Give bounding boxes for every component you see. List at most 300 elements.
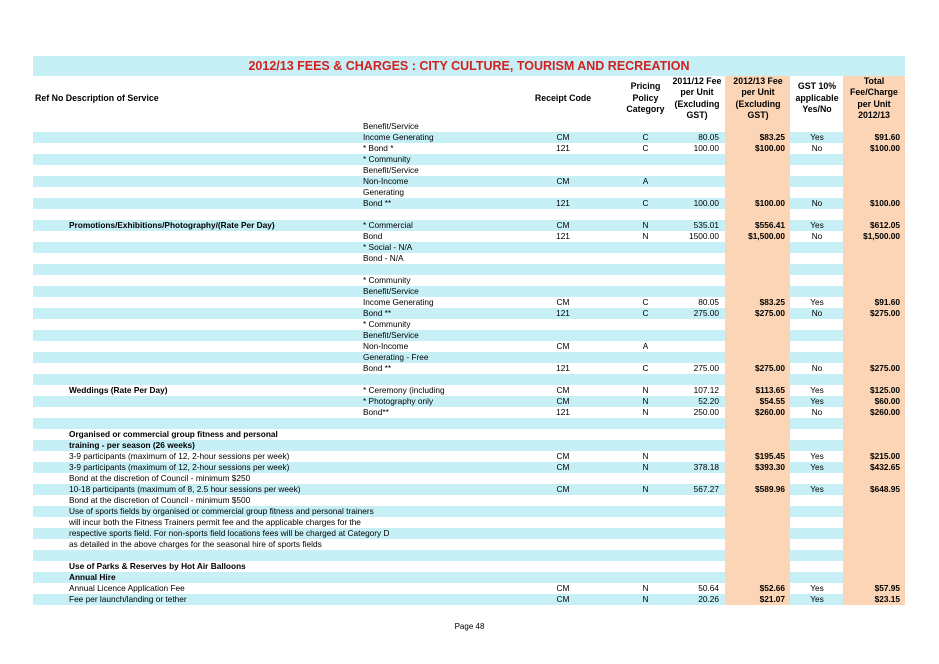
row-total — [844, 154, 900, 165]
row-receipt-code — [528, 517, 598, 528]
row-pricing-category: N — [642, 220, 649, 230]
row-description: Bond at the discretion of Council - minimum $250 — [69, 473, 251, 483]
row-total: $260.00 — [870, 407, 900, 417]
row-receipt-code — [528, 154, 598, 165]
table-row — [33, 506, 905, 517]
row-gst — [791, 209, 843, 220]
row-receipt-code: CM — [556, 396, 570, 406]
row-subitem: Non-Income — [363, 341, 409, 351]
row-gst: No — [811, 231, 823, 241]
row-subitem: * Bond * — [363, 143, 394, 153]
row-description: 3-9 participants (maximum of 12, 2-hour sessions per week) — [69, 462, 290, 472]
row-gst: No — [811, 143, 823, 153]
row-receipt-code: CM — [556, 341, 570, 351]
row-pricing-category — [623, 539, 668, 550]
row-gst — [791, 440, 843, 451]
table-row — [33, 187, 905, 198]
row-receipt-code — [528, 253, 598, 264]
row-fee-2011: 80.05 — [698, 297, 719, 307]
row-pricing-category — [623, 506, 668, 517]
row-fee-2012 — [727, 330, 785, 341]
row-description: Bond at the discretion of Council - minimum $500 — [69, 495, 251, 505]
row-description: 10-18 participants (maximum of 8, 2.5 hour sessions per week) — [69, 484, 301, 494]
row-total — [844, 506, 900, 517]
row-subitem: Income Generating — [363, 132, 434, 142]
row-fee-2011: 100.00 — [693, 143, 719, 153]
row-fee-2012 — [727, 154, 785, 165]
row-receipt-code: CM — [556, 176, 570, 186]
row-total: $125.00 — [870, 385, 900, 395]
row-receipt-code — [528, 187, 598, 198]
row-fee-2012: $393.30 — [755, 462, 785, 472]
row-fee-2012 — [727, 121, 785, 132]
row-fee-2012 — [727, 506, 785, 517]
row-subitem: Bond** — [363, 407, 389, 417]
row-fee-2011: 1500.00 — [689, 231, 719, 241]
row-total — [844, 253, 900, 264]
row-gst — [791, 165, 843, 176]
row-subitem: Benefit/Service — [363, 121, 419, 131]
row-fee-2012 — [727, 495, 785, 506]
row-total: $1,500.00 — [863, 231, 900, 241]
row-total — [844, 440, 900, 451]
row-gst: Yes — [810, 583, 824, 593]
row-fee-2011 — [669, 473, 719, 484]
table-row — [33, 528, 905, 539]
header-total: Total Fee/Charge per Unit 2012/13 — [850, 75, 898, 120]
row-fee-2011: 80.05 — [698, 132, 719, 142]
row-description: Annual Licence Application Fee — [69, 583, 185, 593]
row-fee-2012 — [727, 286, 785, 297]
row-description: will incur both the Fitness Trainers permit fee and the applicable charges for the — [69, 517, 361, 527]
row-fee-2012 — [727, 517, 785, 528]
table-row — [33, 275, 905, 286]
row-gst: No — [811, 363, 823, 373]
row-fee-2012 — [727, 253, 785, 264]
row-fee-2012: $275.00 — [755, 308, 785, 318]
table-row — [33, 550, 905, 561]
row-fee-2012 — [727, 561, 785, 572]
table-row — [33, 143, 905, 154]
row-fee-2011 — [669, 253, 719, 264]
row-gst: No — [811, 407, 823, 417]
row-fee-2011 — [669, 187, 719, 198]
row-pricing-category — [623, 286, 668, 297]
row-gst — [791, 330, 843, 341]
row-pricing-category: C — [642, 363, 649, 373]
row-pricing-category — [623, 154, 668, 165]
row-receipt-code — [528, 539, 598, 550]
row-gst — [791, 473, 843, 484]
row-total — [844, 319, 900, 330]
row-receipt-code — [528, 495, 598, 506]
row-receipt-code: CM — [556, 484, 570, 494]
row-pricing-category: N — [642, 407, 649, 417]
row-pricing-category: A — [642, 176, 649, 186]
row-fee-2011 — [669, 550, 719, 561]
row-fee-2012 — [727, 275, 785, 286]
row-receipt-code: 121 — [556, 198, 570, 208]
row-fee-2011 — [669, 451, 719, 462]
row-fee-2012 — [727, 550, 785, 561]
row-gst — [791, 495, 843, 506]
table-row — [33, 341, 905, 352]
row-gst — [791, 528, 843, 539]
row-total: $612.05 — [870, 220, 900, 230]
row-fee-2012 — [727, 440, 785, 451]
table-row — [33, 264, 905, 275]
row-fee-2012: $589.96 — [755, 484, 785, 494]
row-pricing-category: N — [642, 462, 649, 472]
row-total — [844, 209, 900, 220]
row-fee-2012: $54.55 — [759, 396, 785, 406]
header-gst: GST 10% applicable Yes/No — [795, 81, 839, 115]
row-subitem: * Ceremony (including — [363, 385, 445, 395]
row-receipt-code — [528, 561, 598, 572]
row-fee-2011 — [669, 528, 719, 539]
row-pricing-category — [623, 440, 668, 451]
row-total: $432.65 — [870, 462, 900, 472]
header-pricing-category: Pricing Policy Category — [626, 81, 665, 115]
table-row — [33, 407, 905, 418]
row-fee-2012: $260.00 — [755, 407, 785, 417]
row-fee-2011 — [669, 275, 719, 286]
row-total — [844, 539, 900, 550]
row-total — [844, 550, 900, 561]
row-fee-2011 — [669, 506, 719, 517]
row-total — [844, 418, 900, 429]
table-row — [33, 154, 905, 165]
row-fee-2011 — [669, 429, 719, 440]
row-total — [844, 495, 900, 506]
row-gst: Yes — [810, 484, 824, 494]
row-total — [844, 473, 900, 484]
row-total — [844, 341, 900, 352]
row-fee-2012 — [727, 176, 785, 187]
table-row — [33, 132, 905, 143]
row-fee-2011 — [669, 418, 719, 429]
row-total: $275.00 — [870, 363, 900, 373]
row-pricing-category — [623, 319, 668, 330]
row-receipt-code — [528, 242, 598, 253]
row-total — [844, 121, 900, 132]
row-pricing-category: N — [642, 385, 649, 395]
row-subitem: * Community — [363, 275, 411, 285]
row-gst — [791, 286, 843, 297]
table-row — [33, 594, 905, 605]
row-receipt-code — [528, 209, 598, 220]
table-row — [33, 517, 905, 528]
row-fee-2011 — [669, 154, 719, 165]
row-total — [844, 517, 900, 528]
row-receipt-code — [528, 330, 598, 341]
row-receipt-code — [528, 352, 598, 363]
row-pricing-category: N — [642, 594, 649, 604]
row-pricing-category: N — [642, 396, 649, 406]
row-fee-2012: $83.25 — [759, 297, 785, 307]
row-fee-2011: 275.00 — [693, 363, 719, 373]
row-gst — [791, 429, 843, 440]
row-receipt-code: CM — [556, 462, 570, 472]
row-gst: Yes — [810, 462, 824, 472]
row-fee-2011 — [669, 572, 719, 583]
header-fee-2012: 2012/13 Fee per Unit (Excluding GST) — [733, 75, 783, 120]
row-fee-2012 — [727, 429, 785, 440]
row-gst: Yes — [810, 220, 824, 230]
row-pricing-category — [623, 275, 668, 286]
row-fee-2012: $113.65 — [755, 385, 785, 395]
row-fee-2012: $100.00 — [755, 198, 785, 208]
row-total: $215.00 — [870, 451, 900, 461]
row-receipt-code: 121 — [556, 363, 570, 373]
row-pricing-category — [623, 572, 668, 583]
row-gst — [791, 176, 843, 187]
row-subitem: * Community — [363, 154, 411, 164]
row-fee-2011 — [669, 242, 719, 253]
row-fee-2012 — [727, 473, 785, 484]
row-gst — [791, 374, 843, 385]
table-row — [33, 319, 905, 330]
table-row — [33, 473, 905, 484]
row-pricing-category — [623, 242, 668, 253]
header-fee-2011: 2011/12 Fee per Unit (Excluding GST) — [672, 75, 722, 120]
row-total — [844, 374, 900, 385]
row-pricing-category — [623, 418, 668, 429]
row-fee-2012 — [727, 539, 785, 550]
row-pricing-category — [623, 264, 668, 275]
row-pricing-category — [623, 352, 668, 363]
row-description: training - per season (26 weeks) — [69, 440, 195, 450]
row-total: $100.00 — [870, 198, 900, 208]
row-fee-2011 — [669, 440, 719, 451]
row-receipt-code: CM — [556, 297, 570, 307]
row-receipt-code — [528, 374, 598, 385]
row-description: Fee per launch/landing or tether — [69, 594, 187, 604]
row-fee-2012 — [727, 341, 785, 352]
table-header — [33, 76, 905, 121]
row-fee-2011 — [669, 176, 719, 187]
row-receipt-code: CM — [556, 583, 570, 593]
row-fee-2011: 275.00 — [693, 308, 719, 318]
row-pricing-category — [623, 429, 668, 440]
row-pricing-category — [623, 209, 668, 220]
row-fee-2011 — [669, 165, 719, 176]
row-fee-2011: 100.00 — [693, 198, 719, 208]
row-pricing-category: N — [642, 231, 649, 241]
row-fee-2011: 378.18 — [693, 462, 719, 472]
row-receipt-code: CM — [556, 385, 570, 395]
row-fee-2011: 567.27 — [693, 484, 719, 494]
row-receipt-code — [528, 319, 598, 330]
row-fee-2012: $52.66 — [759, 583, 785, 593]
row-total: $91.60 — [874, 132, 900, 142]
row-gst: No — [811, 198, 823, 208]
row-subitem: Bond — [363, 231, 383, 241]
row-pricing-category: N — [642, 583, 649, 593]
row-gst — [791, 550, 843, 561]
fees-table — [33, 56, 905, 605]
row-fee-2012 — [727, 319, 785, 330]
row-fee-2012: $1,500.00 — [748, 231, 785, 241]
row-fee-2011 — [669, 539, 719, 550]
table-row — [33, 220, 905, 231]
row-total — [844, 176, 900, 187]
row-gst — [791, 187, 843, 198]
row-subitem: Generating — [363, 187, 405, 197]
row-gst: Yes — [810, 385, 824, 395]
row-fee-2011 — [669, 264, 719, 275]
row-subitem: Bond - N/A — [363, 253, 404, 263]
row-receipt-code — [528, 121, 598, 132]
row-pricing-category — [623, 473, 668, 484]
row-description: Organised or commercial group fitness and personal — [69, 429, 278, 439]
table-row — [33, 462, 905, 473]
row-gst — [791, 418, 843, 429]
row-fee-2011 — [669, 495, 719, 506]
row-gst — [791, 242, 843, 253]
row-receipt-code — [528, 473, 598, 484]
page-number: Page 48 — [454, 622, 485, 631]
row-pricing-category — [623, 495, 668, 506]
row-receipt-code — [528, 528, 598, 539]
page-title: 2012/13 FEES & CHARGES : CITY CULTURE, TOURISM AND RECREATION — [33, 56, 905, 76]
row-receipt-code — [528, 506, 598, 517]
row-total — [844, 352, 900, 363]
row-fee-2012: $195.45 — [755, 451, 785, 461]
row-pricing-category — [623, 561, 668, 572]
table-row — [33, 396, 905, 407]
row-fee-2011 — [669, 121, 719, 132]
row-fee-2012: $556.41 — [755, 220, 785, 230]
row-total: $648.95 — [870, 484, 900, 494]
row-total — [844, 187, 900, 198]
row-total — [844, 264, 900, 275]
row-fee-2011 — [669, 286, 719, 297]
row-receipt-code — [528, 264, 598, 275]
table-row — [33, 418, 905, 429]
row-subitem: Bond ** — [363, 308, 392, 318]
table-row — [33, 451, 905, 462]
row-receipt-code: CM — [556, 594, 570, 604]
row-total: $23.15 — [874, 594, 900, 604]
table-row — [33, 352, 905, 363]
row-fee-2012 — [727, 572, 785, 583]
row-pricing-category: A — [642, 341, 649, 351]
row-fee-2011 — [669, 352, 719, 363]
row-gst: Yes — [810, 132, 824, 142]
row-pricing-category — [623, 187, 668, 198]
row-pricing-category: N — [642, 484, 649, 494]
row-fee-2012: $21.07 — [759, 594, 785, 604]
row-pricing-category: N — [642, 451, 649, 461]
row-pricing-category — [623, 517, 668, 528]
row-subitem: Bond ** — [363, 363, 392, 373]
row-receipt-code — [528, 550, 598, 561]
table-row — [33, 495, 905, 506]
row-fee-2011 — [669, 561, 719, 572]
row-fee-2011: 50.64 — [698, 583, 719, 593]
row-fee-2012: $275.00 — [755, 363, 785, 373]
row-description: Promotions/Exhibitions/Photography/(Rate Per Day) — [69, 220, 275, 230]
row-gst: Yes — [810, 451, 824, 461]
row-gst — [791, 572, 843, 583]
row-total: $100.00 — [870, 143, 900, 153]
row-receipt-code — [528, 165, 598, 176]
row-fee-2012 — [727, 165, 785, 176]
row-total: $60.00 — [874, 396, 900, 406]
row-subitem: * Commercial — [363, 220, 413, 230]
row-subitem: Non-Income — [363, 176, 409, 186]
row-total — [844, 165, 900, 176]
row-receipt-code — [528, 440, 598, 451]
table-row — [33, 363, 905, 374]
table-row — [33, 231, 905, 242]
row-pricing-category — [623, 374, 668, 385]
table-row — [33, 297, 905, 308]
row-fee-2012: $83.25 — [759, 132, 785, 142]
row-total: $275.00 — [870, 308, 900, 318]
row-pricing-category — [623, 165, 668, 176]
table-row — [33, 121, 905, 132]
row-total — [844, 286, 900, 297]
row-subitem: Benefit/Service — [363, 330, 419, 340]
row-subitem: Benefit/Service — [363, 286, 419, 296]
row-gst — [791, 561, 843, 572]
row-total — [844, 275, 900, 286]
row-fee-2011 — [669, 517, 719, 528]
table-row — [33, 484, 905, 495]
table-row — [33, 242, 905, 253]
table-row — [33, 308, 905, 319]
row-pricing-category — [623, 550, 668, 561]
row-pricing-category: C — [642, 143, 649, 153]
row-subitem: Generating - Free — [363, 352, 429, 362]
row-subitem: * Social - N/A — [363, 242, 413, 252]
table-row — [33, 209, 905, 220]
row-gst — [791, 253, 843, 264]
row-fee-2012 — [727, 528, 785, 539]
row-subitem: * Photography only — [363, 396, 434, 406]
row-fee-2012 — [727, 264, 785, 275]
table-row — [33, 429, 905, 440]
table-row — [33, 385, 905, 396]
row-description: respective sports field. For non-sports field locations fees will be charged at Category D — [69, 528, 390, 538]
row-total: $91.60 — [874, 297, 900, 307]
table-row — [33, 253, 905, 264]
row-fee-2011 — [669, 330, 719, 341]
table-row — [33, 286, 905, 297]
table-row — [33, 583, 905, 594]
row-description: Use of sports fields by organised or commercial group fitness and personal trainers — [69, 506, 374, 516]
row-description: as detailed in the above charges for the seasonal hire of sports fields — [69, 539, 322, 549]
row-description: Weddings (Rate Per Day) — [69, 385, 168, 395]
row-fee-2011 — [669, 374, 719, 385]
row-description: 3-9 participants (maximum of 12, 2-hour sessions per week) — [69, 451, 290, 461]
row-fee-2012 — [727, 418, 785, 429]
row-receipt-code — [528, 572, 598, 583]
row-gst — [791, 319, 843, 330]
row-receipt-code: CM — [556, 132, 570, 142]
row-gst — [791, 539, 843, 550]
row-gst — [791, 275, 843, 286]
row-receipt-code: CM — [556, 220, 570, 230]
row-gst — [791, 352, 843, 363]
row-fee-2012 — [727, 374, 785, 385]
row-subitem: Benefit/Service — [363, 165, 419, 175]
row-gst: No — [811, 308, 823, 318]
row-receipt-code: 121 — [556, 308, 570, 318]
row-receipt-code: CM — [556, 451, 570, 461]
